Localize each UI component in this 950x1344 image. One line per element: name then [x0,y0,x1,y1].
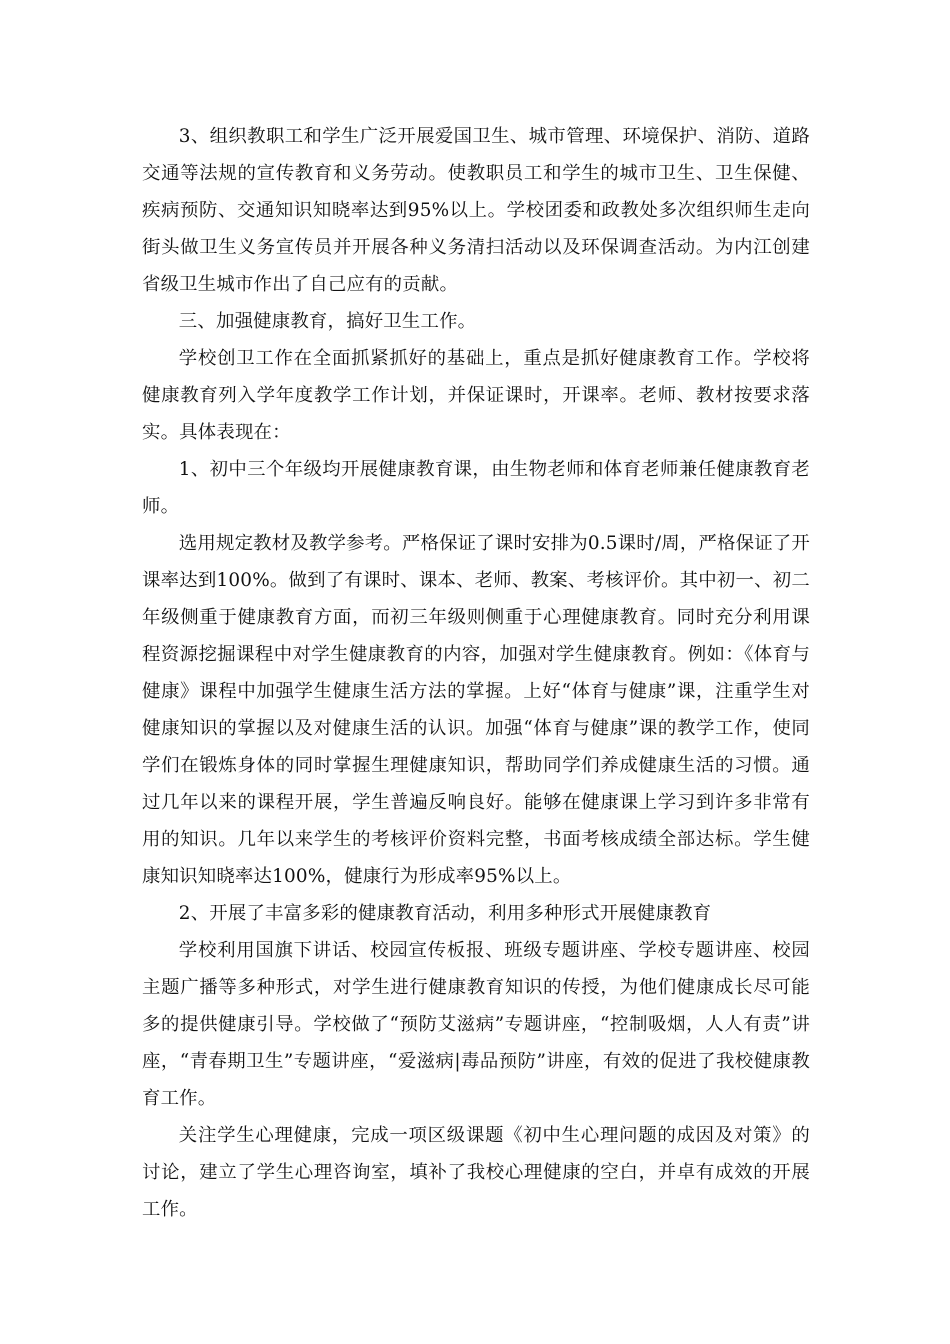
paragraph-section-3-item: 3、组织教职工和学生广泛开展爱国卫生、城市管理、环境保护、消防、道路交通等法规的宣传教育和义务劳动。使教职员工和学生的城市卫生、卫生保健、疾病预防、交通知识知晓率达到95%以上。学校团委和政教处多次组织师生走向街头做卫生义务宣传员并开展各种义务清扫活动以及环保调查活动。为内江创建省级卫生城市作出了自己应有的贡献。 [142,126,810,295]
section-heading-health-education: 三、加强健康教育，搞好卫生工作。 [178,311,477,332]
paragraph-item-1-courses: 1、初中三个年级均开展健康教育课，由生物老师和体育老师兼任健康教育老师。 [142,459,810,517]
paragraph-health-education-intro: 学校创卫工作在全面抓紧抓好的基础上，重点是抓好健康教育工作。学校将健康教育列入学年度教学工作计划，并保证课时，开课率。老师、教材按要求落实。具体表现在： [142,348,810,443]
paragraph-item-2-activities: 2、开展了丰富多彩的健康教育活动，利用多种形式开展健康教育 [178,903,712,924]
paragraph-activity-forms: 学校利用国旗下讲话、校园宣传板报、班级专题讲座、学校专题讲座、校园主题广播等多种形式，对学生进行健康教育知识的传授，为他们健康成长尽可能多的提供健康引导。学校做了“预防艾滋病”专题讲座，“控制吸烟，人人有责”讲座，“青春期卫生”专题讲座，“爱滋病|毒品预防”讲座，有效的促进了我校健康教育工作。 [142,940,810,1109]
paragraph-mental-health: 关注学生心理健康，完成一项区级课题《初中生心理问题的成因及对策》的讨论，建立了学生心理咨询室，填补了我校心理健康的空白，并卓有成效的开展工作。 [142,1125,810,1220]
document-body [142,118,810,1228]
paragraph-textbooks-and-hours: 选用规定教材及教学参考。严格保证了课时安排为0.5课时/周，严格保证了开课率达到100%。做到了有课时、课本、老师、教案、考核评价。其中初一、初二年级侧重于健康教育方面，而初三年级则侧重于心理健康教育。同时充分利用课程资源挖掘课程中对学生健康教育的内容，加强对学生健康教育。例如：《体育与健康》课程中加强学生健康生活方法的掌握。上好“体育与健康”课，注重学生对健康知识的掌握以及对健康生活的认识。加强“体育与健康”课的教学工作，使同学们在锻炼身体的同时掌握生理健康知识，帮助同学们养成健康生活的习惯。通过几年以来的课程开展，学生普遍反响良好。能够在健康课上学习到许多非常有用的知识。几年以来学生的考核评价资料完整，书面考核成绩全部达标。学生健康知识知晓率达100%，健康行为形成率95%以上。 [142,533,810,887]
